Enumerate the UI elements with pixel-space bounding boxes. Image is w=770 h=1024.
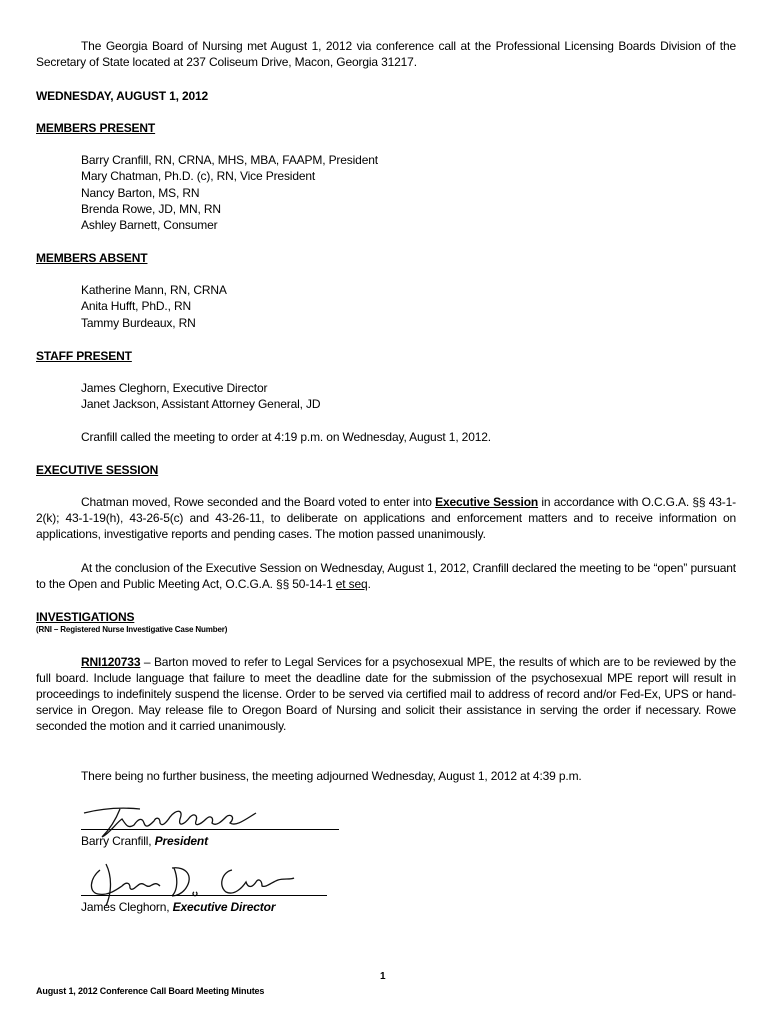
members-absent-heading: MEMBERS ABSENT	[36, 251, 148, 265]
paragraph-text: At the conclusion of the Executive Session on Wednesday, August 1, 2012, Cranfill declared the meeting to be “open” pursuant to the Open and Public Meeting Act, O.C.G.A. §§ 50-14-1	[36, 561, 736, 591]
call-to-order-text: Cranfill called the meeting to order at 4:19 p.m. on Wednesday, August 1, 2012.	[81, 430, 491, 444]
list-item: Brenda Rowe, JD, MN, RN	[81, 201, 221, 216]
list-item: Tammy Burdeaux, RN	[81, 315, 196, 330]
paragraph-text: – Barton moved to refer to Legal Services for a psychosexual MPE, the results of which are to be reviewed by the full board. Include language that failure to meet the deadline date for the submission of the psychosexual MPE report will result in proceedings to indefinitely suspend the license. Order to be served via certified mail to address of record and/or Fed-Ex, UPS or hand-service in Oregon. May release file to Oregon Board of Nursing and solicit their assistance in serving the order if necessary. Rowe seconded the motion and it carried unanimously.	[36, 655, 736, 733]
case-number: RNI120733	[81, 655, 141, 669]
signer-title: President	[154, 834, 208, 848]
signer-name-president	[81, 833, 208, 849]
staff-present-list	[81, 380, 320, 413]
list-item: Anita Hufft, PhD., RN	[81, 299, 192, 314]
date-heading: WEDNESDAY, AUGUST 1, 2012	[36, 89, 209, 103]
list-item: James Cleghorn, Executive Director	[81, 381, 268, 395]
adjournment-text: There being no further business, the meeting adjourned Wednesday, August 1, 2012 at 4:39 p.m.	[81, 769, 582, 783]
signer-name: Barry Cranfill,	[81, 834, 155, 848]
page-number: 1	[380, 971, 386, 982]
paragraph-text: .	[367, 577, 371, 591]
list-item: Ashley Barnett, Consumer	[81, 218, 218, 233]
list-item: Janet Jackson, Assistant Attorney General, JD	[81, 397, 321, 412]
investigations-subheading: (RNI – Registered Nurse Investigative Case Number)	[36, 625, 228, 634]
members-present-list	[81, 152, 378, 233]
list-item: Barry Cranfill, RN, CRNA, MHS, MBA, FAAPM, President	[81, 153, 378, 167]
list-item: Katherine Mann, RN, CRNA	[81, 283, 227, 297]
investigations-heading: INVESTIGATIONS	[36, 610, 135, 624]
executive-session-heading: EXECUTIVE SESSION	[36, 463, 159, 477]
executive-session-term: Executive Session	[435, 495, 539, 509]
members-absent-list	[81, 282, 227, 331]
signer-name: James Cleghorn,	[81, 900, 173, 914]
open-session-paragraph	[36, 560, 736, 592]
signer-name-director	[81, 899, 275, 915]
paragraph-text: in accordance with O.C.G.A. §§ 43-1-2(k); 43-1-19(h), 43-26-5(c) and 43-26-11, to deliberate on applications and enforcement matters and to receive information on applications, investigative reports and pending cases. The motion passed unanimously.	[36, 495, 737, 541]
staff-present-heading: STAFF PRESENT	[36, 349, 132, 363]
paragraph-text: Chatman moved, Rowe seconded and the Board voted to enter into	[81, 495, 436, 509]
et-seq-text: et seq	[335, 577, 368, 591]
signature-line	[81, 895, 327, 896]
footer-label: August 1, 2012 Conference Call Board Meeting Minutes	[36, 986, 265, 996]
investigation-case-paragraph	[36, 654, 736, 734]
signature-line	[81, 829, 339, 830]
members-present-heading: MEMBERS PRESENT	[36, 121, 156, 135]
executive-session-paragraph	[36, 494, 736, 542]
list-item: Mary Chatman, Ph.D. (c), RN, Vice President	[81, 169, 316, 184]
intro-paragraph: The Georgia Board of Nursing met August 1, 2012 via conference call at the Professional Licensing Boards Division of the Secretary of State located at 237 Coliseum Drive, Macon, Georgia 31217.	[36, 39, 736, 69]
signer-title: Executive Director	[172, 900, 276, 914]
list-item: Nancy Barton, MS, RN	[81, 185, 200, 200]
